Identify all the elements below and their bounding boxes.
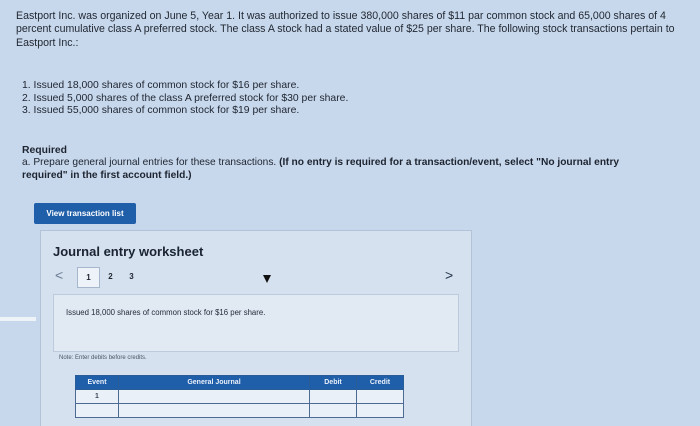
- debit-input[interactable]: [310, 390, 357, 404]
- required-heading: Required: [22, 145, 68, 156]
- table-row: [76, 404, 404, 418]
- transaction-description: Issued 18,000 shares of common stock for $16 per share.: [66, 308, 266, 317]
- transaction-description-box: [53, 294, 459, 352]
- problem-intro: Eastport Inc. was organized on June 5, Year 1. It was authorized to issue 380,000 shares of $11 par common stock and 65,000 shares of 4 percent cumulative class A preferred stock. The class A stock had a stated value of $25 per share. The following stock transactions pertain to Eastport Inc.:: [16, 10, 675, 49]
- column-header-event: Event: [76, 376, 119, 390]
- mouse-cursor-icon: [263, 275, 271, 283]
- required-instructions: [22, 157, 662, 182]
- page-tab-2[interactable]: 2: [108, 272, 113, 281]
- entry-note: Note: Enter debits before credits.: [59, 355, 147, 361]
- table-row: [76, 390, 404, 404]
- journal-entry-worksheet: [40, 230, 472, 426]
- event-cell: [76, 404, 119, 418]
- credit-input[interactable]: [357, 404, 404, 418]
- transaction-item-1: 1. Issued 18,000 shares of common stock for $16 per share.: [22, 80, 300, 91]
- chevron-right-icon[interactable]: >: [445, 267, 454, 283]
- account-input[interactable]: [119, 390, 310, 404]
- event-cell: 1: [76, 390, 119, 404]
- journal-table: [75, 375, 404, 418]
- page-tab-3[interactable]: 3: [129, 272, 134, 281]
- view-transaction-list-button[interactable]: View transaction list: [34, 203, 136, 224]
- account-input[interactable]: [119, 404, 310, 418]
- credit-input[interactable]: [357, 390, 404, 404]
- transaction-item-3: 3. Issued 55,000 shares of common stock for $19 per share.: [22, 105, 300, 117]
- column-header-general-journal: General Journal: [119, 376, 310, 390]
- column-header-debit: Debit: [310, 376, 357, 390]
- transaction-list: [22, 80, 348, 118]
- page-tab-1[interactable]: 1: [77, 267, 100, 288]
- debit-input[interactable]: [310, 404, 357, 418]
- required-instruction-note: (If no entry is required for a transaction/event, select "No journal entry required" in the first account field.): [22, 157, 620, 181]
- worksheet-page-tabs: [77, 267, 142, 288]
- chevron-left-icon[interactable]: <: [55, 267, 64, 283]
- required-instruction-text: a. Prepare general journal entries for these transactions.: [22, 157, 280, 168]
- side-panel-tab[interactable]: [0, 317, 36, 321]
- worksheet-title: Journal entry worksheet: [53, 244, 204, 259]
- column-header-credit: Credit: [357, 376, 404, 390]
- transaction-item-2: 2. Issued 5,000 shares of the class A preferred stock for $30 per share.: [22, 92, 349, 104]
- journal-table-header: [76, 376, 404, 390]
